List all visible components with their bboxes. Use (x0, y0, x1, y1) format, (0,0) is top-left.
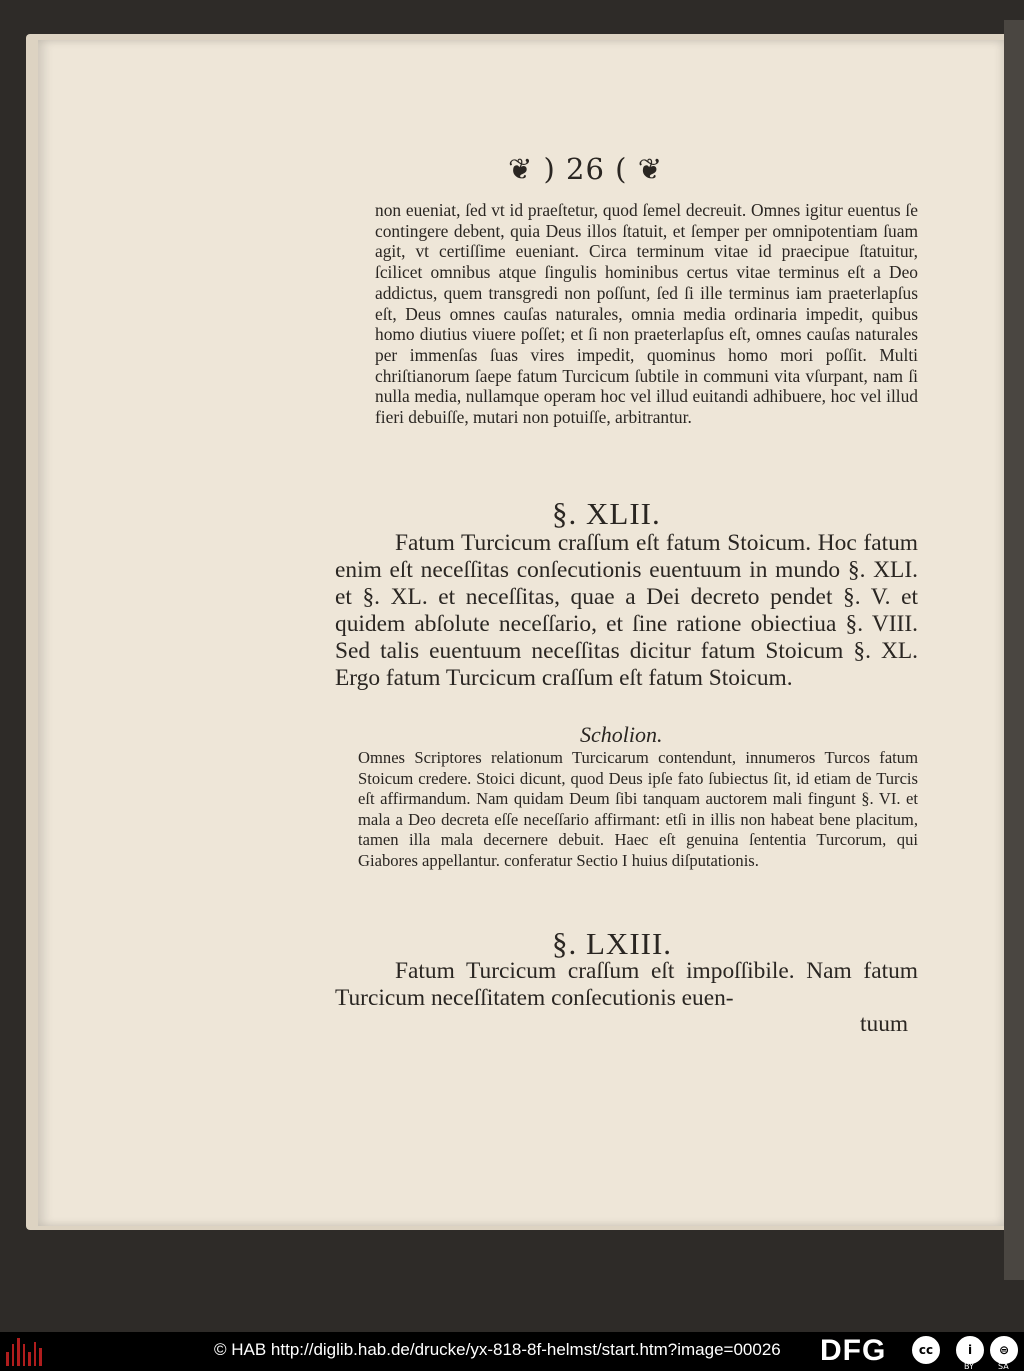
dfg-logo: DFG (820, 1334, 887, 1367)
section-lxiii-heading: §. LXIII. (552, 926, 673, 961)
catchword: tuum (860, 1011, 909, 1037)
by-label: BY (964, 1362, 974, 1371)
scholion-text: Omnes Scriptores relationum Turcicarum contendunt, innumeros Turcos fatum Stoicum credere. Stoici dicunt, quod Deus ipſe fato ſubiectus ſit, id etiam de Turcis eſt affirmandum. Nam quidam Deum ſibi tanquam auctorem mali fingunt §. VI. et mala a Deo decreta eſſe neceſſario affirmant: etſi in illis non habeat bene placitum, tamen illa mala decernere debuit. Haec eſt genuina ſententia Turcorum, qui Giabores appellantur. conferatur Sectio I huius diſputationis. (358, 748, 918, 870)
section-xlii-text: Fatum Turcicum craſſum eſt fatum Stoicum. Hoc fatum enim eſt neceſſitas conſecutionis euentuum in mundo §. XLI. et §. XL. et neceſſitas, quae a Dei decreto pendet §. V. et quidem abſolute neceſſario, et ſine ratione obiectiua §. VIII. Sed talis euentuum neceſſitas dicitur fatum Stoicum §. XL. Ergo fatum Turcicum craſſum eſt fatum Stoicum. (335, 530, 918, 691)
section-xlii-heading: §. XLII. (552, 496, 661, 531)
section-lxiii-text: Fatum Turcicum craſſum eſt impoſſibile. Nam fatum Turcicum neceſſitatem conſecutionis euen- (335, 958, 918, 1011)
cc-license-icon[interactable]: cc (912, 1336, 940, 1364)
page-header: ❦ ) 26 ( ❦ (508, 152, 663, 186)
sa-label: SA (998, 1362, 1009, 1371)
paragraph-continuation: non eueniat, ſed vt id praeſtetur, quod ſemel decreuit. Omnes igitur euentus ſe contingere debent, quia Deus illos ſtatuit, et ſemper per omnipotentiam ſuam agit, vt certiſſime eueniant. Circa terminum vitae id praecipue ſtatuitur, ſcilicet omnibus atque ſingulis hominibus certus vitae terminus eſt a Deo addictus, quem transgredi non poſſunt, ſed ſi ille terminus iam praeterlapſus eſt, Deus omnes cauſas naturales, omnia media ordinaria impedit, quibus homo diutius viuere poſſet; et ſi non praeterlapſus eſt, omnes cauſas naturales per immenſas ſuas vires impedit, quominus homo mori poſſit. Multi chriſtianorum ſaepe fatum Turcicum ſubtile in communi vita vſurpant, nam ſi nulla media, nullamque operam hoc vel illud euitandi adhibuere, hoc vel illud fieri debuiſſe, mutari non potuiſſe, arbitrantur. (375, 200, 918, 428)
by-license-icon[interactable]: i (956, 1336, 984, 1364)
sa-license-icon[interactable]: ⊜ (990, 1336, 1018, 1364)
hab-logo-icon (6, 1336, 42, 1366)
scholion-heading: Scholion. (580, 722, 663, 747)
credit-link[interactable]: © HAB http://diglib.hab.de/drucke/yx-818-8f-helmst/start.htm?image=00026 (214, 1340, 781, 1359)
book-spine (1004, 20, 1024, 1280)
